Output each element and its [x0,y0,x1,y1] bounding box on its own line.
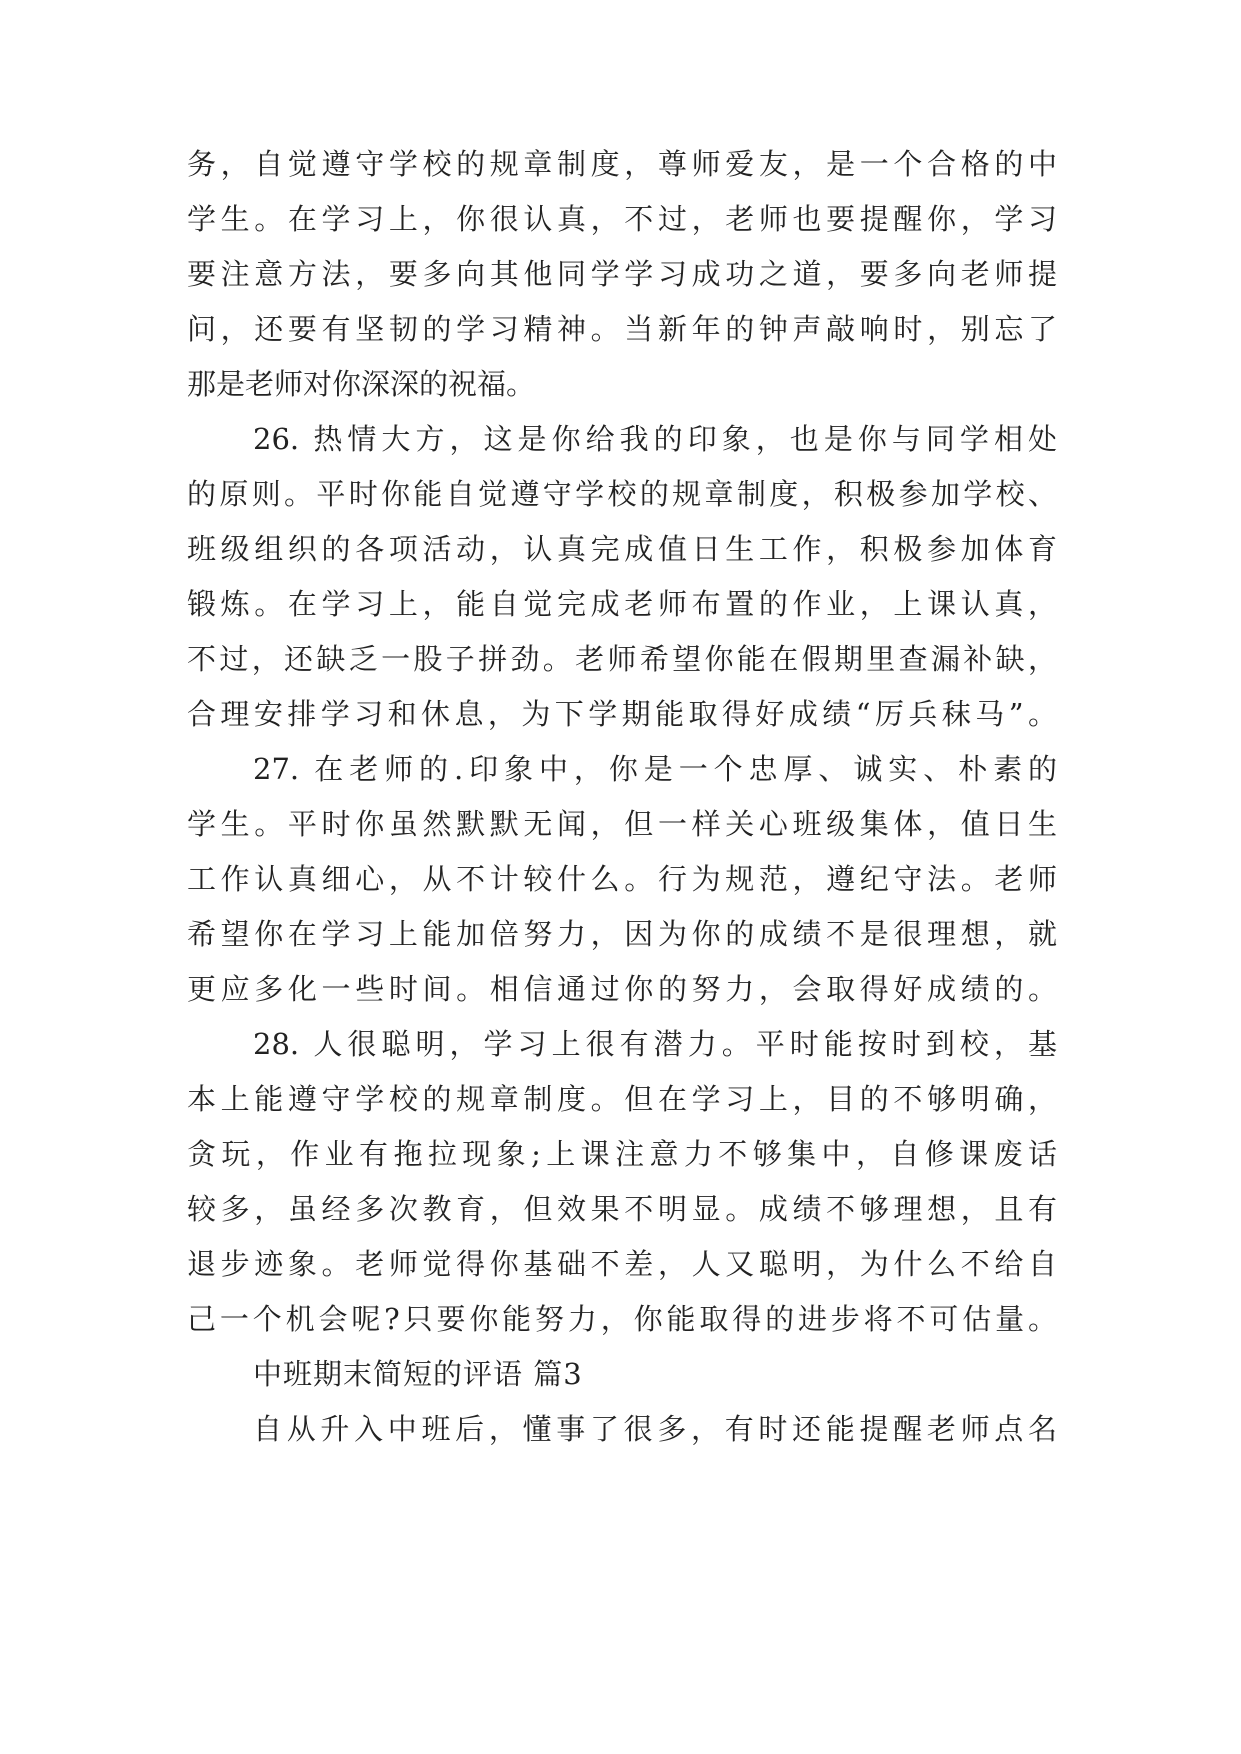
paragraph-line: 班级组织的各项活动，认真完成值日生工作，积极参加体育 [187,532,1057,566]
paragraph-line: 学生。平时你虽然默默无闻，但一样关心班级集体，值日生 [187,807,1057,841]
paragraph-line: 28. 人很聪明，学习上很有潜力。平时能按时到校，基 [253,1027,1057,1061]
paragraph-line: 那是老师对你深深的祝福。 [187,367,536,401]
paragraph-line: 希望你在学习上能加倍努力，因为你的成绩不是很理想，就 [187,917,1057,951]
paragraph-line: 自从升入中班后，懂事了很多，有时还能提醒老师点名 [253,1412,1057,1446]
paragraph-line: 工作认真细心，从不计较什么。行为规范，遵纪守法。老师 [187,862,1057,896]
paragraph-line: 退步迹象。老师觉得你基础不差，人又聪明，为什么不给自 [187,1247,1057,1281]
paragraph-line: 学生。在学习上，你很认真，不过，老师也要提醒你，学习 [187,202,1057,236]
paragraph-line: 的原则。平时你能自觉遵守学校的规章制度，积极参加学校、 [187,477,1057,511]
paragraph-line: 较多，虽经多次教育，但效果不明显。成绩不够理想，且有 [187,1192,1057,1226]
paragraph-line: 要注意方法，要多向其他同学学习成功之道，要多向老师提 [187,257,1057,291]
paragraph-line: 不过，还缺乏一股子拼劲。老师希望你能在假期里查漏补缺， [187,642,1057,676]
paragraph-line: 27. 在老师的.印象中，你是一个忠厚、诚实、朴素的 [253,752,1057,786]
paragraph-line: 本上能遵守学校的规章制度。但在学习上，目的不够明确， [187,1082,1057,1116]
paragraph-line: 贪玩，作业有拖拉现象;上课注意力不够集中，自修课废话 [187,1137,1057,1171]
paragraph-line: 合理安排学习和休息，为下学期能取得好成绩“厉兵秣马”。 [187,697,1057,731]
paragraph-line: 26. 热情大方，这是你给我的印象，也是你与同学相处 [253,422,1057,456]
paragraph-line: 己一个机会呢?只要你能努力，你能取得的进步将不可估量。 [187,1302,1057,1336]
paragraph-line: 务，自觉遵守学校的规章制度，尊师爱友，是一个合格的中 [187,147,1057,181]
paragraph-line: 锻炼。在学习上，能自觉完成老师布置的作业，上课认真， [187,587,1057,621]
paragraph-line: 更应多化一些时间。相信通过你的努力，会取得好成绩的。 [187,972,1057,1006]
paragraph-line: 问，还要有坚韧的学习精神。当新年的钟声敲响时，别忘了 [187,312,1057,346]
section-heading: 中班期末简短的评语 篇3 [253,1357,583,1391]
